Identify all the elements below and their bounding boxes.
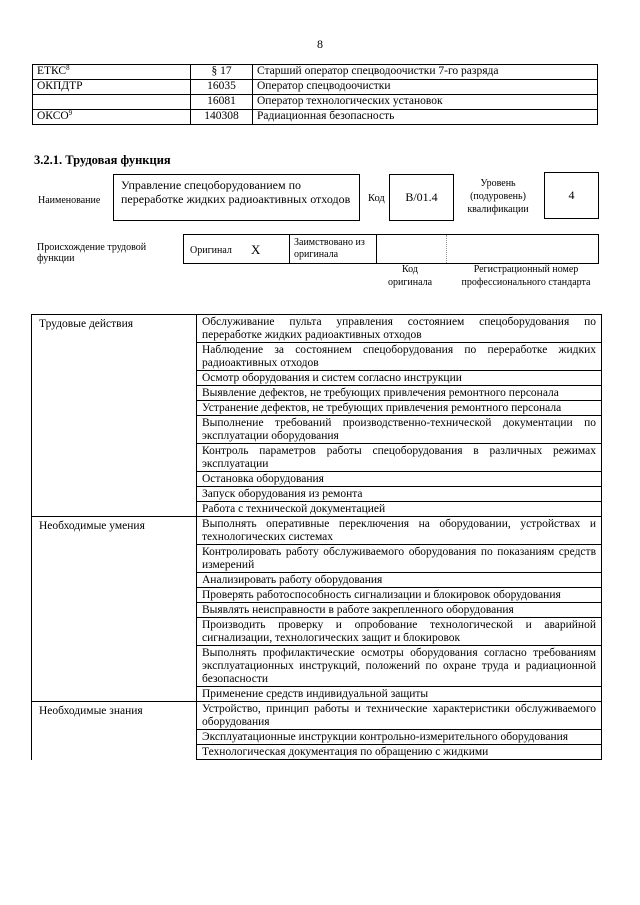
classifier-label: ЕТКС$^8$ bbox=[33, 65, 191, 80]
table-row bbox=[32, 517, 602, 545]
list-item: Выявление дефектов, не требующих привлечения ремонтного персонала bbox=[197, 386, 602, 401]
list-item: Проверять работоспособность сигнализации и блокировок оборудования bbox=[197, 588, 602, 603]
list-item: Технологическая документация по обращению с жидкими bbox=[197, 745, 602, 760]
table-row bbox=[32, 315, 602, 343]
function-details-table bbox=[31, 314, 602, 760]
list-item: Применение средств индивидуальной защиты bbox=[197, 687, 602, 702]
classification-row bbox=[33, 110, 598, 125]
classifier-label bbox=[33, 95, 191, 110]
list-item: Выполнять оперативные переключения на оборудовании, устройствах и технологических системах bbox=[197, 517, 602, 545]
list-item: Устройство, принцип работы и технические характеристики обслуживаемого оборудования bbox=[197, 702, 602, 730]
classification-row bbox=[33, 65, 598, 80]
section-title: 3.2.1. Трудовая функция bbox=[34, 153, 171, 167]
origin-divider bbox=[289, 235, 290, 263]
level-box bbox=[544, 172, 599, 219]
code-caption: Код оригинала bbox=[387, 264, 433, 288]
classifier-code: § 17 bbox=[191, 65, 253, 80]
origin-divider bbox=[446, 235, 447, 263]
classifier-name: Оператор спецводоочистки bbox=[253, 80, 598, 95]
list-item: Контроль параметров работы спецоборудования в различных режимах эксплуатации bbox=[197, 444, 602, 472]
section-label: Необходимые умения bbox=[32, 517, 197, 702]
function-code: B/01.4 bbox=[405, 190, 438, 204]
classifier-code: 16035 bbox=[191, 80, 253, 95]
borrowed-label: Заимствовано из оригинала bbox=[294, 237, 365, 260]
classification-row bbox=[33, 95, 598, 110]
list-item: Анализировать работу оборудования bbox=[197, 573, 602, 588]
classification-row bbox=[33, 80, 598, 95]
classifier-label: ОКСО$^9$ bbox=[33, 110, 191, 125]
list-item: Выполнять профилактические осмотры оборудования согласно требованиям эксплуатационных инструкций, положений по охране труда и радиационной безопасности bbox=[197, 646, 602, 687]
page-number: 8 bbox=[317, 37, 323, 51]
name-label: Наименование bbox=[38, 195, 101, 206]
classifier-name: Радиационная безопасность bbox=[253, 110, 598, 125]
reg-caption: Регистрационный номер профессионального стандарта bbox=[461, 264, 591, 288]
classifier-label: ОКПДТР bbox=[33, 80, 191, 95]
classifier-name: Старший оператор спецводоочистки 7-го разряда bbox=[253, 65, 598, 80]
classifier-code: 16081 bbox=[191, 95, 253, 110]
original-label: Оригинал bbox=[190, 245, 232, 256]
list-item: Запуск оборудования из ремонта bbox=[197, 487, 602, 502]
level-value: 4 bbox=[568, 188, 575, 202]
original-mark: X bbox=[251, 242, 261, 257]
function-name-box bbox=[113, 174, 360, 221]
level-label: Уровень (подуровень) квалификации bbox=[467, 178, 529, 215]
function-code-box bbox=[389, 174, 454, 221]
classifier-name: Оператор технологических установок bbox=[253, 95, 598, 110]
origin-label: Происхождение трудовой функции bbox=[37, 242, 147, 264]
list-item: Выполнение требований производственно-технической документации по эксплуатации оборудования bbox=[197, 416, 602, 444]
list-item: Контролировать работу обслуживаемого оборудования по показаниям средств измерений bbox=[197, 545, 602, 573]
code-label: Код bbox=[368, 193, 385, 204]
section-label: Трудовые действия bbox=[32, 315, 197, 517]
list-item: Производить проверку и опробование технологической и аварийной сигнализации, технологических защит и блокировок bbox=[197, 618, 602, 646]
classification-table bbox=[32, 64, 598, 125]
list-item: Обслуживание пульта управления состоянием спецоборудования по переработке жидких радиоактивных отходов bbox=[197, 315, 602, 343]
function-name: Управление спецоборудованием по переработке жидких радиоактивных отходов bbox=[121, 178, 351, 206]
table-row bbox=[32, 702, 602, 730]
list-item: Наблюдение за состоянием спецоборудования по переработке жидких радиоактивных отходов bbox=[197, 343, 602, 371]
section-label: Необходимые знания bbox=[32, 702, 197, 760]
list-item: Остановка оборудования bbox=[197, 472, 602, 487]
origin-box bbox=[183, 234, 599, 264]
list-item: Устранение дефектов, не требующих привлечения ремонтного персонала bbox=[197, 401, 602, 416]
list-item: Работа с технической документацией bbox=[197, 502, 602, 517]
origin-divider bbox=[376, 235, 377, 263]
list-item: Осмотр оборудования и систем согласно инструкции bbox=[197, 371, 602, 386]
list-item: Эксплуатационные инструкции контрольно-измерительного оборудования bbox=[197, 730, 602, 745]
list-item: Выявлять неисправности в работе закрепленного оборудования bbox=[197, 603, 602, 618]
classifier-code: 140308 bbox=[191, 110, 253, 125]
